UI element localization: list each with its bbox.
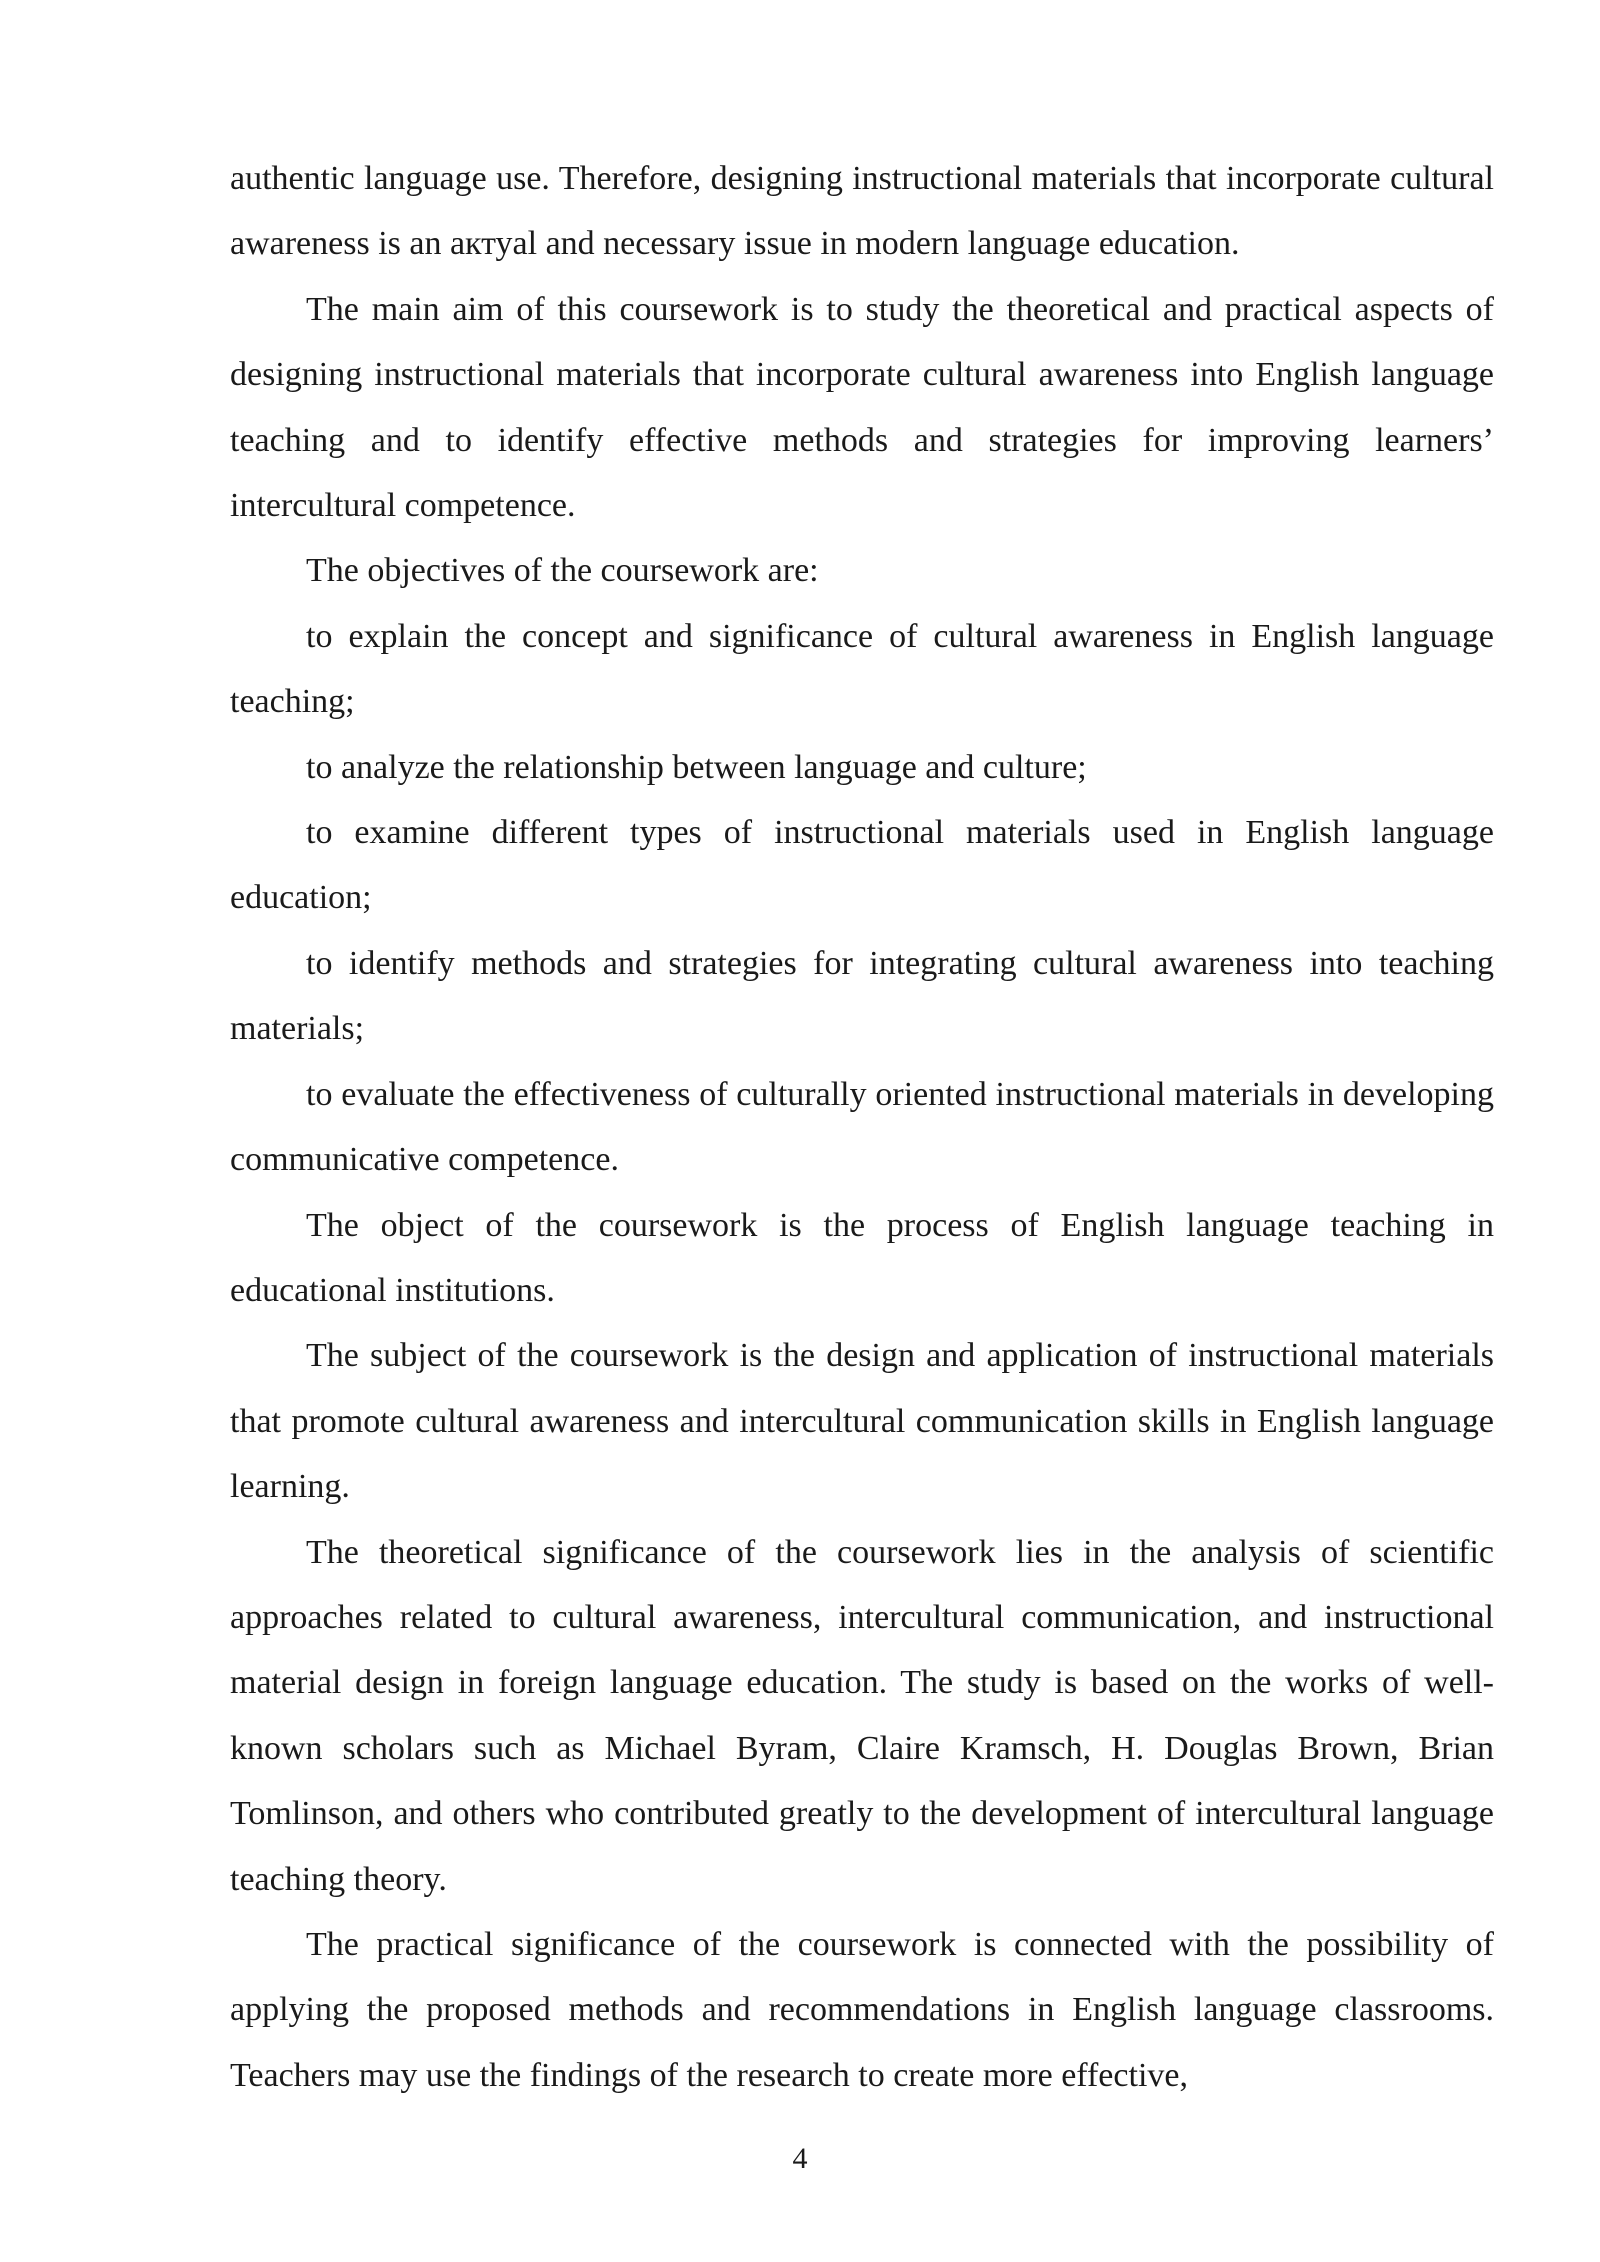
objective-item-5: to evaluate the effectiveness of culturally oriented instructional materials in developing communicative competence. xyxy=(230,1075,1494,1179)
paragraph-theoretical-significance: The theoretical significance of the coursework lies in the analysis of scientific approaches related to cultural awareness, intercultural communication, and instructional material design in foreign language education. The study is based on the works of well-known scholars such as Michael Byram, Claire Kramsch, H. Douglas Brown, Brian Tomlinson, and others who contributed greatly to the development of intercultural language teaching theory. xyxy=(230,1533,1494,1898)
objective-item-1: to explain the concept and significance of cultural awareness in English language teaching; xyxy=(230,617,1494,721)
objective-item-4: to identify methods and strategies for integrating cultural awareness into teaching materials; xyxy=(230,944,1494,1048)
paragraph-1: authentic language use. Therefore, designing instructional materials that incorporate cultural awareness is an актуal and necessary issue in modern language education. xyxy=(230,160,1494,263)
paragraph-aim: The main aim of this coursework is to study the theoretical and practical aspects of designing instructional materials that incorporate cultural awareness into English language teaching and to identify effective methods and strategies for improving learners’ intercultural competence. xyxy=(230,290,1494,525)
page-number: 4 xyxy=(792,2142,808,2175)
paragraph-objectives-intro: The objectives of the coursework are: xyxy=(306,552,819,590)
paragraph-subject: The subject of the coursework is the design and application of instructional materials that promote cultural awareness and intercultural communication skills in English language learning. xyxy=(230,1337,1494,1506)
paragraph-object: The object of the coursework is the process of English language teaching in educational institutions. xyxy=(230,1206,1494,1309)
objective-item-3: to examine different types of instructional materials used in English language education; xyxy=(230,814,1494,917)
objective-item-2: to analyze the relationship between language and culture; xyxy=(306,748,1087,786)
paragraph-practical-significance: The practical significance of the coursework is connected with the possibility of applying the proposed methods and recommendations in English language classrooms. Teachers may use the findings of the research to create more effective, xyxy=(230,1925,1494,2094)
body-text xyxy=(230,146,1494,2108)
